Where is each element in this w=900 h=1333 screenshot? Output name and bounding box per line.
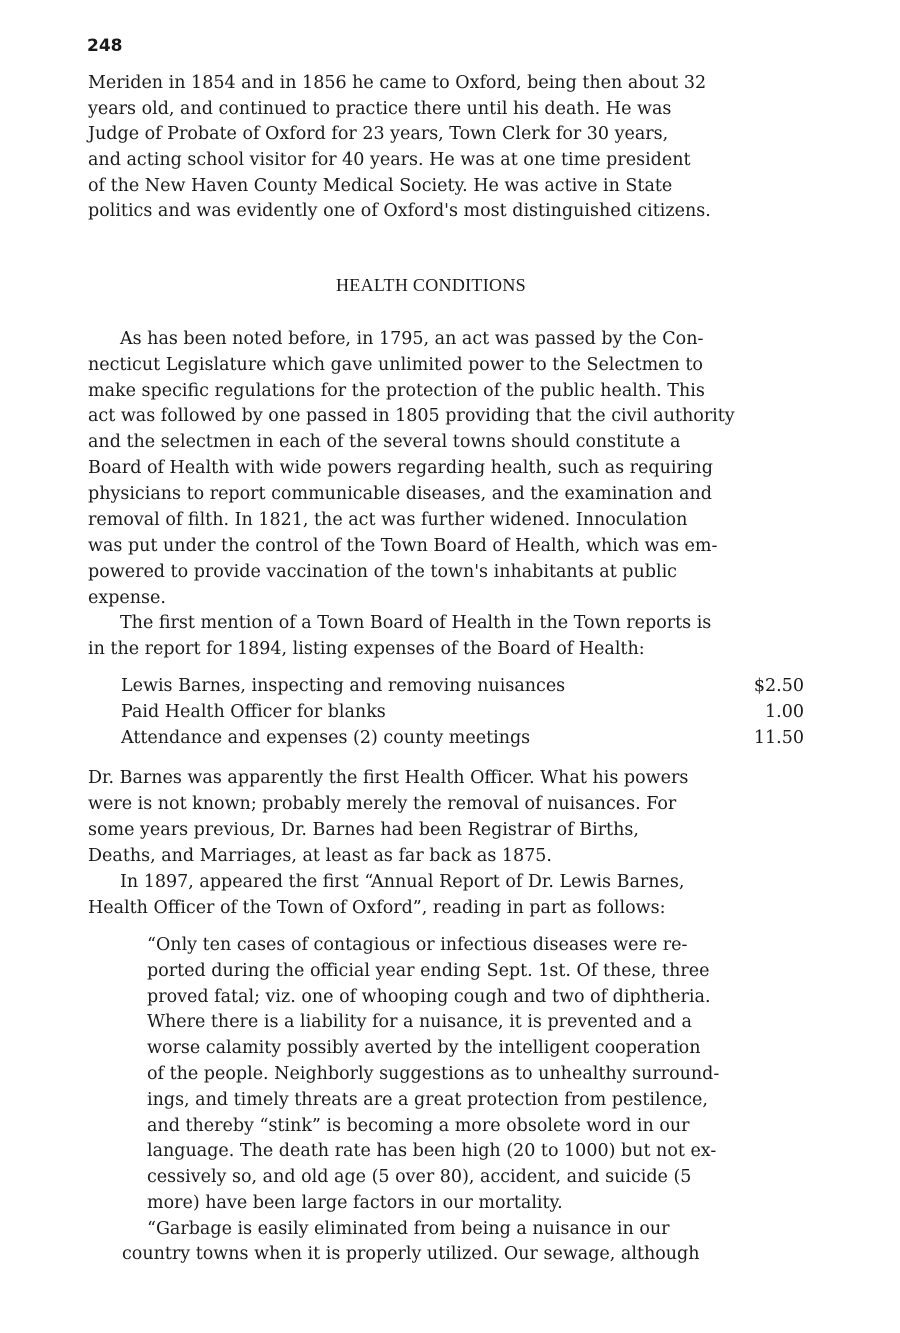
text-line: Board of Health with wide powers regarding health, such as requiring [88, 458, 713, 478]
text-line: more) have been large factors in our mortality. [147, 1193, 563, 1213]
text-line: act was followed by one passed in 1805 providing that the civil authority [88, 406, 735, 426]
text-line: in the report for 1894, listing expenses of the Board of Health: [88, 639, 645, 659]
text-line: language. The death rate has been high (20 to 1000) but not ex- [147, 1141, 717, 1161]
text-line: cessively so, and old age (5 over 80), accident, and suicide (5 [147, 1167, 692, 1187]
text-line: Deaths, and Marriages, at least as far back as 1875. [88, 846, 552, 866]
text-line: politics and was evidently one of Oxford's most distinguished citizens. [88, 201, 711, 221]
text-line: ings, and timely threats are a great protection from pestilence, [147, 1090, 708, 1110]
expense-description: Paid Health Officer for blanks [121, 702, 386, 722]
expense-description: Attendance and expenses (2) county meetings [121, 728, 531, 748]
text-line: In 1897, appeared the first “Annual Report of Dr. Lewis Barnes, [120, 872, 685, 892]
expense-amount: $2.50 [753, 676, 804, 696]
text-line: expense. [88, 588, 166, 608]
text-line: “Only ten cases of contagious or infectious diseases were re- [147, 935, 688, 955]
text-line: was put under the control of the Town Board of Health, which was em- [88, 536, 718, 556]
text-line: some years previous, Dr. Barnes had been Registrar of Births, [88, 820, 639, 840]
text-line: of the New Haven County Medical Society. He was active in State [88, 176, 673, 196]
text-line: and acting school visitor for 40 years. He was at one time president [88, 150, 691, 170]
expense-description: Lewis Barnes, inspecting and removing nuisances [121, 676, 566, 696]
text-line: Judge of Probate of Oxford for 23 years, Town Clerk for 30 years, [88, 124, 669, 144]
text-line: removal of filth. In 1821, the act was further widened. Innoculation [88, 510, 688, 530]
text-line: physicians to report communicable diseases, and the examination and [88, 484, 712, 504]
text-line: Dr. Barnes was apparently the first Health Officer. What his powers [88, 768, 689, 788]
text-line: Meriden in 1854 and in 1856 he came to Oxford, being then about 32 [88, 73, 707, 93]
text-line: proved fatal; viz. one of whooping cough and two of diphtheria. [147, 987, 711, 1007]
text-line: Where there is a liability for a nuisance, it is prevented and a [147, 1012, 692, 1032]
text-line: country towns when it is properly utilized. Our sewage, although [122, 1244, 700, 1264]
text-line: of the people. Neighborly suggestions as to unhealthy surround- [147, 1064, 720, 1084]
page-number: 248 [87, 36, 123, 56]
text-line: As has been noted before, in 1795, an act was passed by the Con- [120, 329, 704, 349]
text-line: Health Officer of the Town of Oxford”, reading in part as follows: [88, 898, 666, 918]
section-heading: HEALTH CONDITIONS [336, 275, 526, 295]
text-line: worse calamity possibly averted by the intelligent cooperation [147, 1038, 701, 1058]
expense-amount: 11.50 [753, 728, 804, 748]
text-line: powered to provide vaccination of the town's inhabitants at public [88, 562, 677, 582]
text-line: necticut Legislature which gave unlimited power to the Selectmen to [88, 355, 703, 375]
text-line: were is not known; probably merely the removal of nuisances. For [88, 794, 677, 814]
text-line: make specific regulations for the protection of the public health. This [88, 381, 705, 401]
text-line: ported during the official year ending Sept. 1st. Of these, three [147, 961, 710, 981]
text-line: “Garbage is easily eliminated from being a nuisance in our [147, 1219, 670, 1239]
text-line: and thereby “stink” is becoming a more obsolete word in our [147, 1116, 690, 1136]
text-line: years old, and continued to practice there until his death. He was [88, 99, 672, 119]
expense-amount: 1.00 [765, 702, 804, 722]
text-line: The first mention of a Town Board of Health in the Town reports is [120, 613, 712, 633]
text-line: and the selectmen in each of the several towns should constitute a [88, 432, 681, 452]
